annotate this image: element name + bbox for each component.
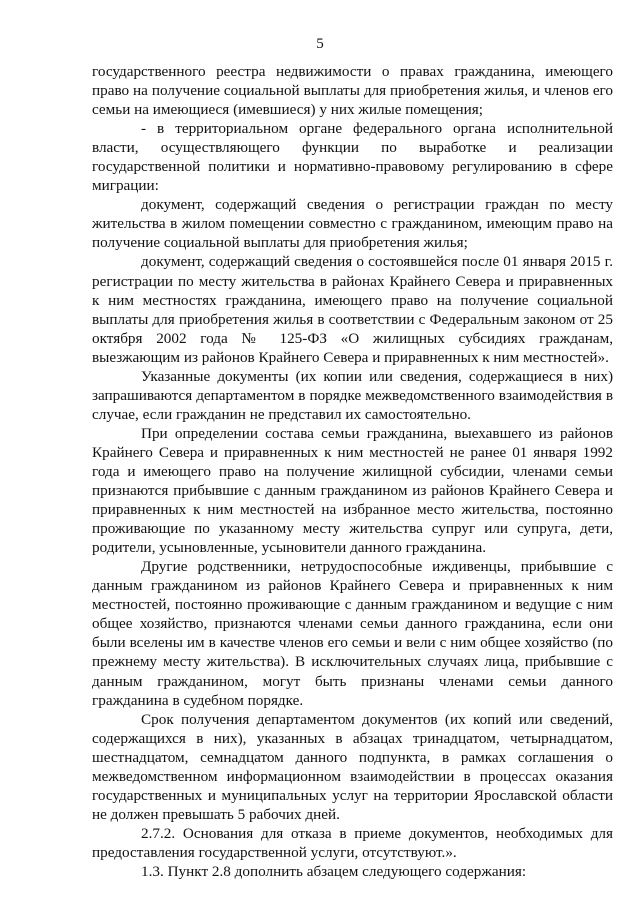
paragraph: 1.3. Пункт 2.8 дополнить абзацем следующего содержания: — [141, 862, 527, 880]
paragraph: - в территориальном органе федерального органа исполнительной власти, осуществляющего функции по выработке и реализации государственной политики и нормативно-правовому регулированию в сфере миграции: — [92, 120, 613, 195]
paragraph: Другие родственники, нетрудоспособные иждивенцы, прибывшие с данным гражданином из районов Крайнего Севера и приравненных к ним местностей, постоянно проживающие с данным гражданином и ведущие с ним общее хозяйство, признаются членами семьи данного гражданина, если они были вселены им в качестве членов его семьи и вели с ним общее хозяйство (по прежнему месту жительства). В исключительных случаях лица, прибывшие с данным гражданином, могут быть признаны членами семьи данного гражданина в судебном порядке. — [92, 558, 613, 709]
page-number: 5 — [316, 36, 324, 52]
paragraph: Указанные документы (их копии или сведения, содержащиеся в них) запрашиваются департаментом в порядке межведомственного взаимодействия в случае, если гражданин не представил их самостоятельно. — [92, 367, 613, 423]
paragraph: документ, содержащий сведения о регистрации граждан по месту жительства в жилом помещении совместно с гражданином, имеющим право на получение социальной выплаты для приобретения жилья; — [92, 196, 613, 252]
paragraph: государственного реестра недвижимости о правах гражданина, имеющего право на получение социальной выплаты для приобретения жилья, и членов его семьи на имеющиеся (имевшиеся) у них жилые помещения; — [92, 63, 613, 119]
paragraph: документ, содержащий сведения о состоявшейся после 01 января 2015 г. регистрации по месту жительства в районах Крайнего Севера и приравненных к ним местностях гражданина, имеющего право на получение социальной выплаты для приобретения жилья в соответствии с Федеральным законом от 25 октября 2002 года № 125-ФЗ «О жилищных субсидиях гражданам, выезжающим из районов Крайнего Севера и приравненных к ним местностей». — [92, 253, 613, 366]
paragraph: 2.7.2. Основания для отказа в приеме документов, необходимых для предоставления государственной услуги, отсутствуют.». — [92, 824, 613, 861]
paragraph: При определении состава семьи гражданина, выехавшего из районов Крайнего Севера и приравненных к ним местностей не ранее 01 января 1992 года и имеющего право на получение жилищной субсидии, членами семьи признаются прибывшие с данным гражданином из районов Крайнего Севера и приравненных к ним местностей на избранное место жительства, постоянно проживающие по указанному месту жительства супруг или супруга, дети, родители, усыновленные, усыновители данного гражданина. — [92, 424, 613, 557]
paragraph: Срок получения департаментом документов (их копий или сведений, содержащихся в них), указанных в абзацах тринадцатом, четырнадцатом, шестнадцатом, семнадцатом данного подпункта, в рамках соглашения о межведомственном информационном взаимодействии в процессах оказания государственных и муниципальных услуг на территории Ярославской области не должен превышать 5 рабочих дней. — [92, 710, 613, 823]
document-body — [92, 62, 613, 881]
